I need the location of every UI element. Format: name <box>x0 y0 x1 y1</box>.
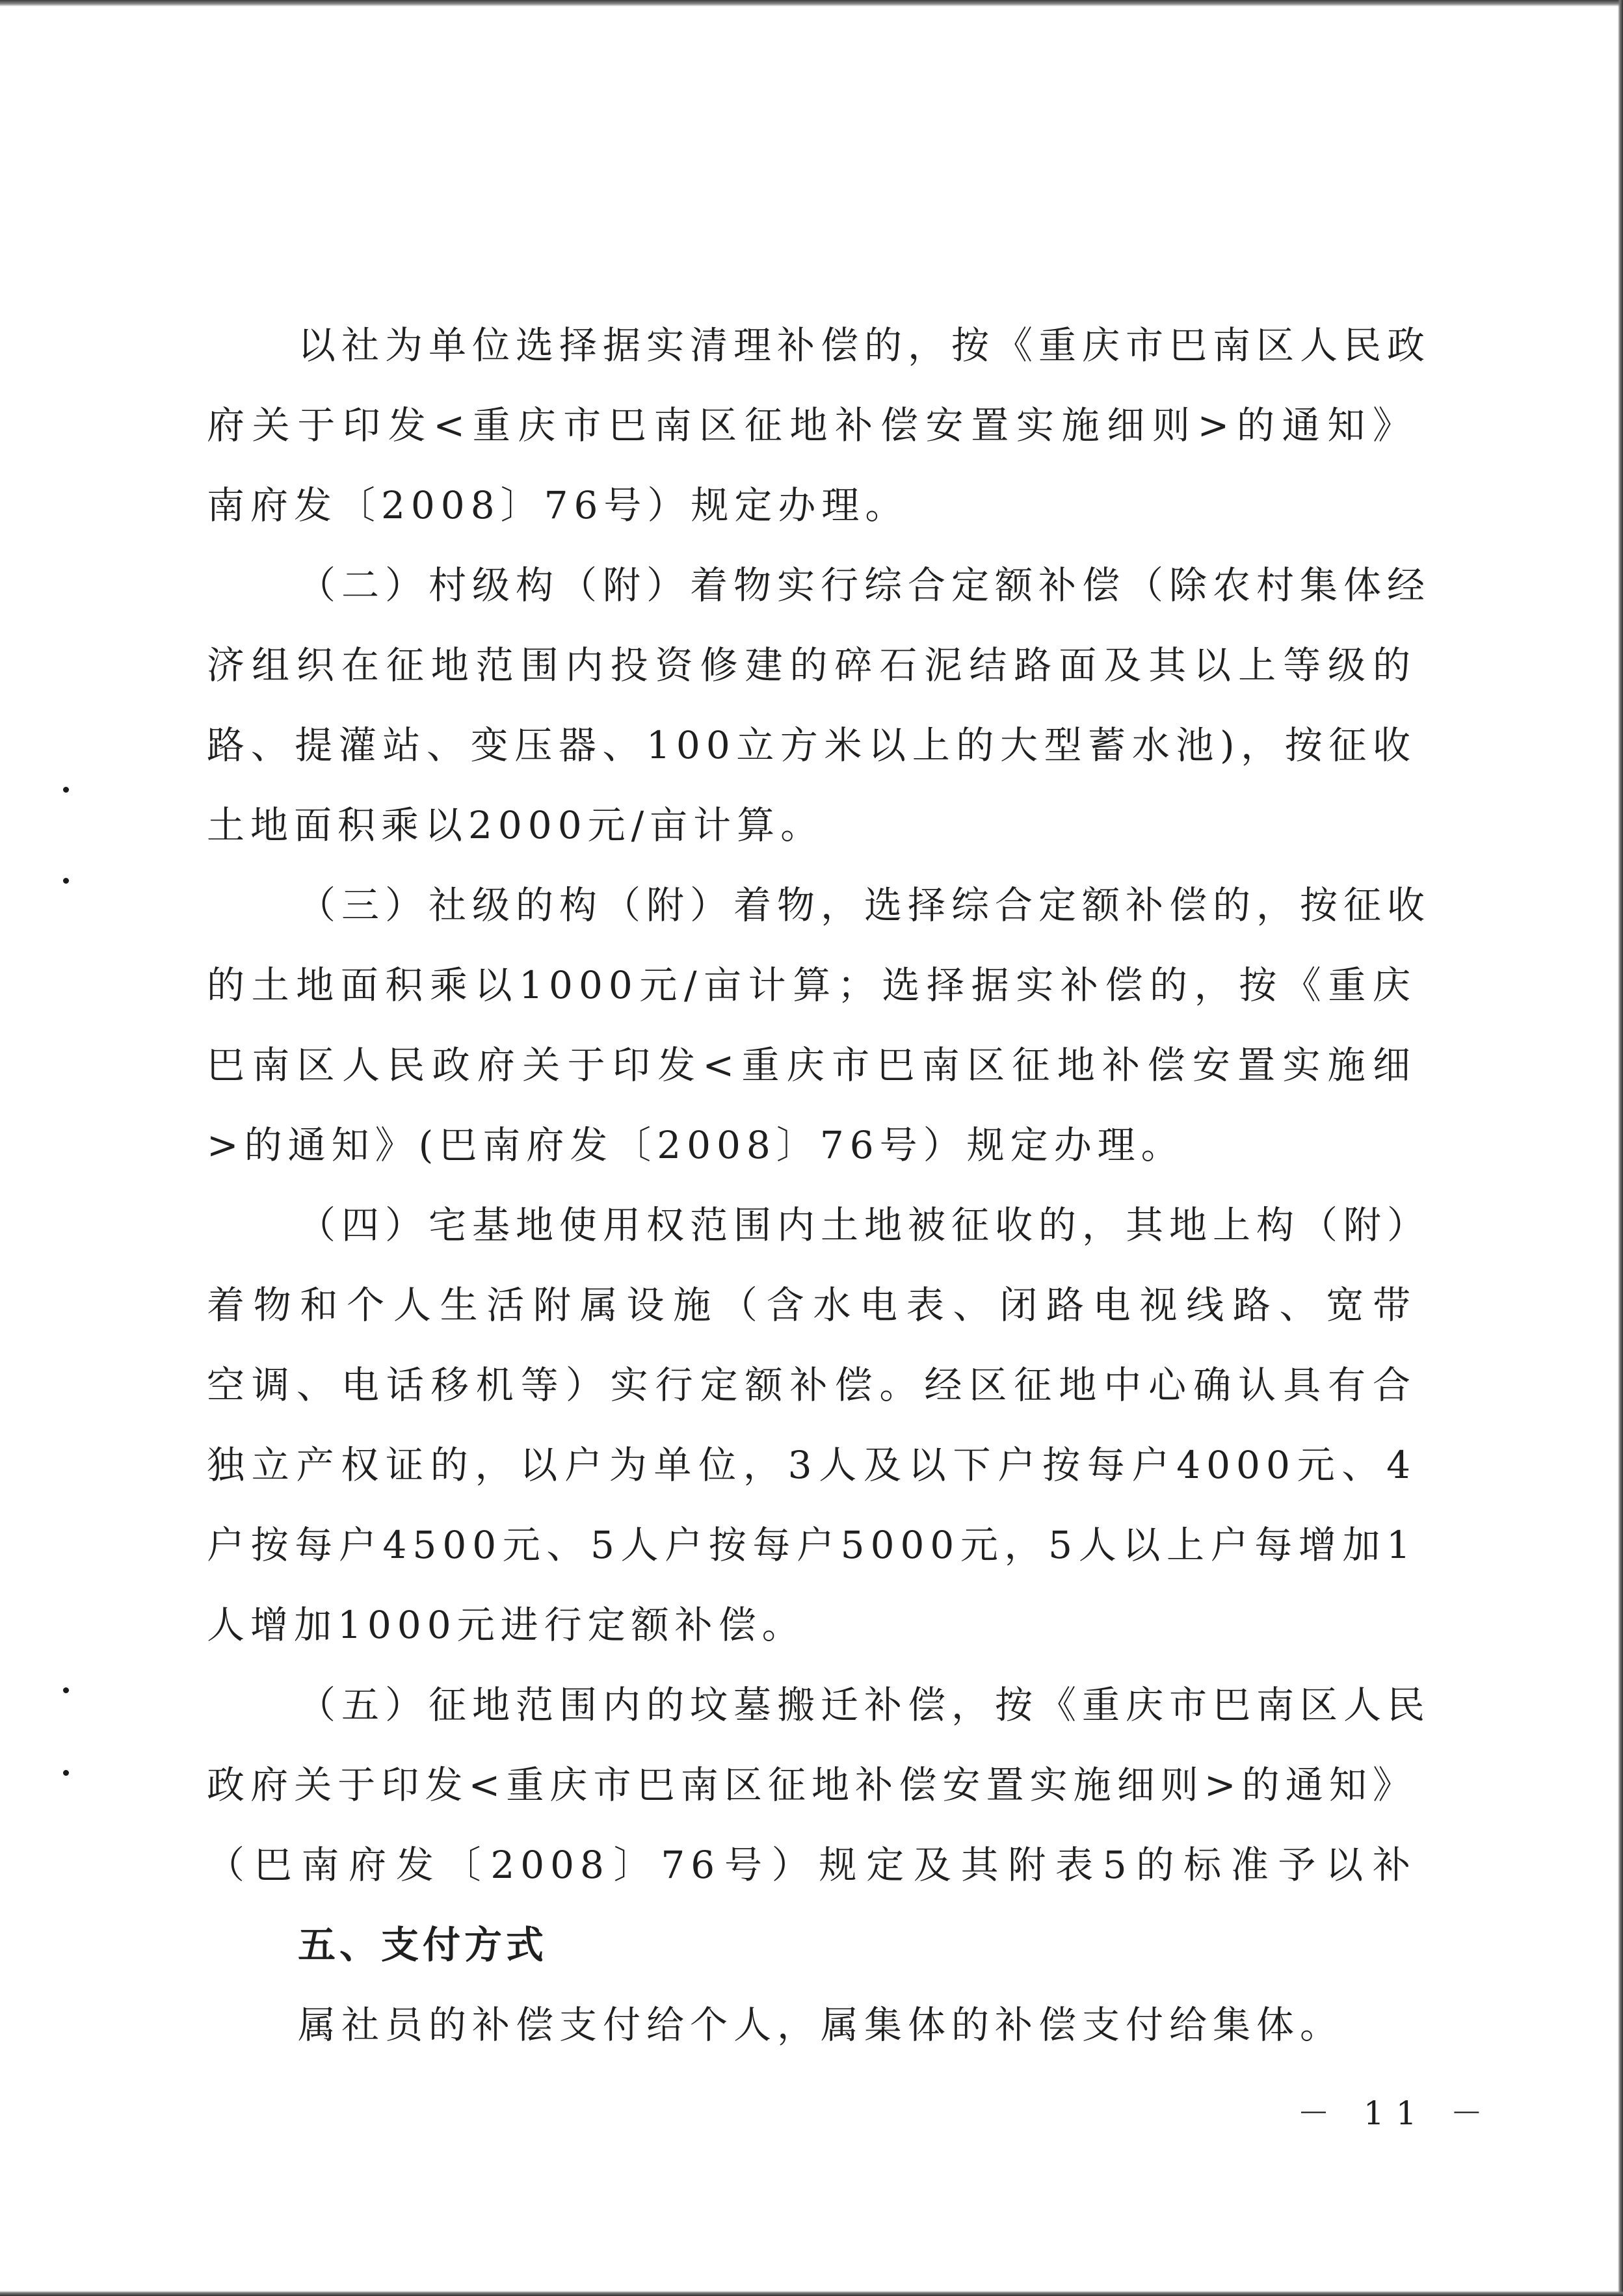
page-number: － 11 － <box>1297 2094 1495 2132</box>
paragraph-line: 属社员的补偿支付给个人，属集体的补偿支付给集体。 <box>298 2003 1344 2047</box>
paragraph-line: （三）社级的构（附）着物，选择综合定额补偿的，按征收 <box>298 883 1431 927</box>
paragraph-line: 人增加1000元进行定额补偿。 <box>207 1603 806 1647</box>
margin-dot <box>63 878 69 884</box>
paragraph-line: >的通知》(巴南府发〔2008〕76号）规定办理。 <box>207 1123 1185 1167</box>
paragraph-line: （巴南府发〔2008〕76号）规定及其附表5的标准予以补 <box>207 1843 1416 1887</box>
paragraph-line: 的土地面积乘以1000元/亩计算；选择据实补偿的，按《重庆 <box>207 963 1416 1007</box>
paragraph-line: 府关于印发<重庆市巴南区征地补偿安置实施细则>的通知》 <box>207 403 1416 447</box>
paragraph-line: 以社为单位选择据实清理补偿的，按《重庆市巴南区人民政 <box>298 323 1431 367</box>
paragraph-line: （二）村级构（附）着物实行综合定额补偿（除农村集体经 <box>298 563 1431 607</box>
paragraph-line: 路、提灌站、变压器、100立方米以上的大型蓄水池)，按征收 <box>207 723 1416 767</box>
scan-edge-right <box>1618 0 1623 2296</box>
paragraph-line: 土地面积乘以2000元/亩计算。 <box>207 803 825 847</box>
scan-edge-top <box>0 0 1623 7</box>
margin-dot <box>63 787 69 793</box>
paragraph-line: （五）征地范围内的坟墓搬迁补偿，按《重庆市巴南区人民 <box>298 1683 1431 1727</box>
paragraph-line: 巴南区人民政府关于印发<重庆市巴南区征地补偿安置实施细 <box>207 1043 1416 1087</box>
scan-edge-bottom <box>0 2291 1623 2296</box>
margin-dot <box>63 1770 69 1776</box>
paragraph-line: 空调、电话移机等）实行定额补偿。经区征地中心确认具有合 <box>207 1363 1416 1407</box>
paragraph-line: 独立产权证的，以户为单位，3人及以下户按每户4000元、4 <box>207 1443 1416 1487</box>
section-heading: 五、支付方式 <box>298 1923 548 1967</box>
paragraph-line: 户按每户4500元、5人户按每户5000元，5人以上户每增加1 <box>207 1523 1416 1567</box>
paragraph-line: 南府发〔2008〕76号）规定办理。 <box>207 483 909 527</box>
paragraph-line: 政府关于印发<重庆市巴南区征地补偿安置实施细则>的通知》 <box>207 1763 1416 1807</box>
paragraph-line: 着物和个人生活附属设施（含水电表、闭路电视线路、宽带 <box>207 1283 1416 1327</box>
margin-dot <box>63 1687 69 1693</box>
document-body <box>207 306 1431 2065</box>
paragraph-line: （四）宅基地使用权范围内土地被征收的，其地上构（附） <box>298 1203 1431 1247</box>
paragraph-line: 济组织在征地范围内投资修建的碎石泥结路面及其以上等级的 <box>207 643 1416 687</box>
